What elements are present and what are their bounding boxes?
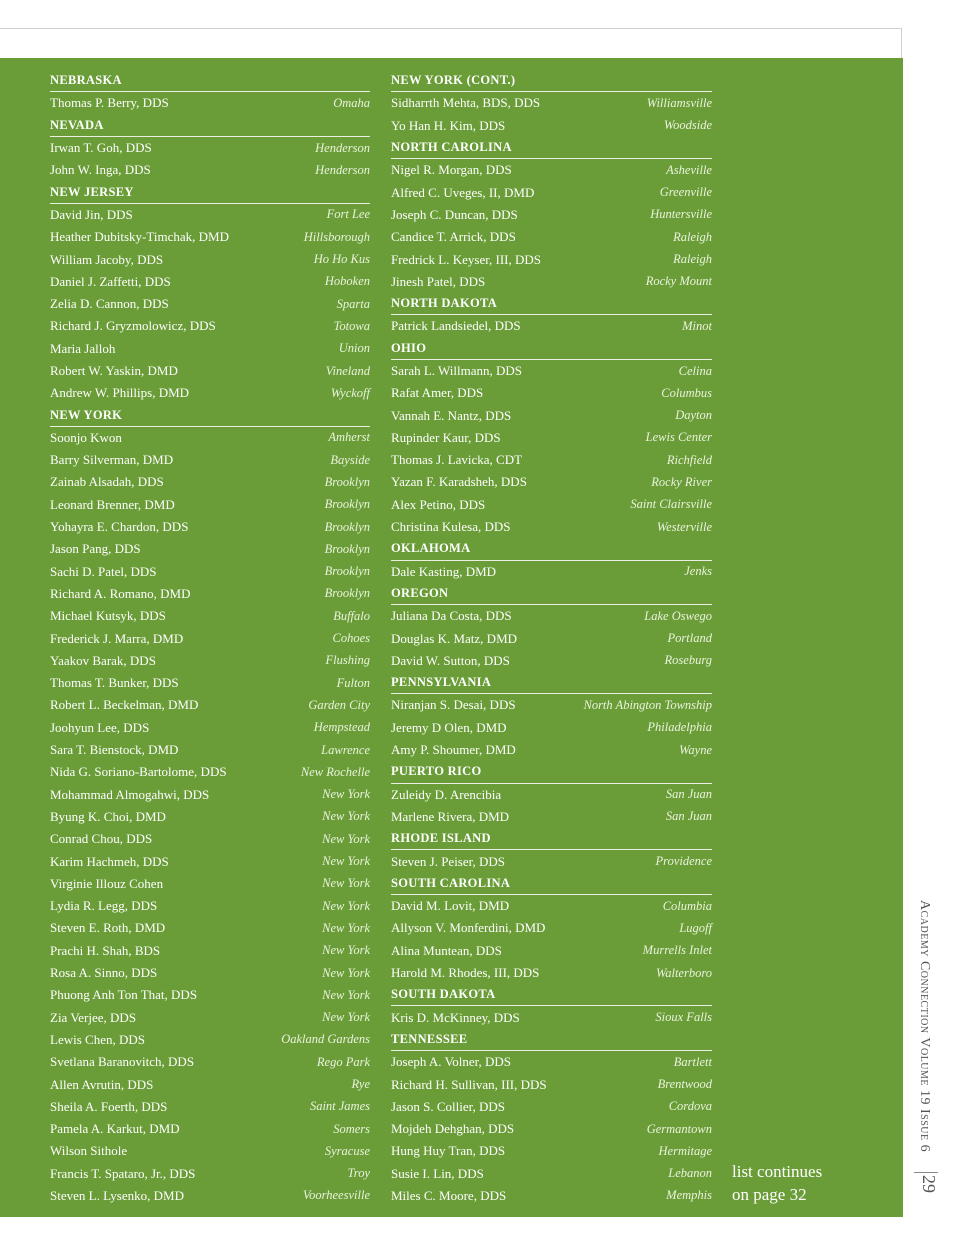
member-name: Conrad Chou, DDS bbox=[50, 831, 153, 847]
member-name: William Jacoby, DDS bbox=[50, 251, 164, 267]
member-city: Flushing bbox=[325, 653, 370, 668]
member-city: Henderson bbox=[315, 162, 370, 177]
member-row bbox=[50, 717, 370, 739]
member-row bbox=[50, 873, 370, 895]
member-row bbox=[391, 471, 712, 493]
top-rule bbox=[0, 28, 902, 29]
member-city: Lugoff bbox=[679, 920, 712, 935]
member-name: Joohyun Lee, DDS bbox=[50, 719, 150, 735]
member-name: Irwan T. Goh, DDS bbox=[50, 140, 152, 156]
member-name: Rafat Amer, DDS bbox=[391, 385, 484, 401]
member-name: Richard J. Gryzmolowicz, DDS bbox=[50, 318, 216, 334]
member-city: Oakland Gardens bbox=[281, 1032, 370, 1047]
member-city: Brooklyn bbox=[324, 497, 370, 512]
member-row bbox=[50, 204, 370, 226]
page-number: 29 bbox=[919, 1175, 939, 1193]
member-city: Buffalo bbox=[333, 608, 370, 623]
member-city: Lawrence bbox=[321, 742, 370, 757]
member-city: Woodside bbox=[663, 118, 712, 133]
member-city: Brooklyn bbox=[324, 541, 370, 556]
member-city: New York bbox=[322, 809, 370, 824]
member-row bbox=[50, 360, 370, 382]
member-row bbox=[391, 494, 712, 516]
page-number-divider bbox=[914, 1172, 938, 1173]
member-name: Marlene Rivera, DMD bbox=[391, 808, 510, 824]
member-name: Thomas J. Lavicka, CDT bbox=[391, 452, 523, 468]
member-row bbox=[391, 382, 712, 404]
member-city: Totowa bbox=[333, 318, 370, 333]
member-row bbox=[391, 850, 712, 872]
member-city: Rye bbox=[351, 1077, 370, 1091]
state-heading: OREGON bbox=[391, 583, 712, 605]
member-row bbox=[391, 962, 712, 984]
member-row bbox=[391, 115, 712, 137]
member-city: Richfield bbox=[666, 452, 712, 467]
member-city: Dayton bbox=[675, 408, 712, 423]
member-row bbox=[391, 1073, 712, 1095]
member-row bbox=[50, 271, 370, 293]
member-name: Allyson V. Monferdini, DMD bbox=[391, 920, 546, 936]
member-name: David Jin, DDS bbox=[50, 206, 133, 222]
member-name: Harold M. Rhodes, III, DDS bbox=[391, 965, 540, 981]
state-heading: SOUTH CAROLINA bbox=[391, 873, 712, 895]
state-heading: NEW YORK (CONT.) bbox=[391, 70, 712, 92]
member-name: Alfred C. Uveges, II, DMD bbox=[391, 184, 535, 200]
member-row bbox=[391, 516, 712, 538]
member-row bbox=[50, 650, 370, 672]
member-city: Philadelphia bbox=[647, 720, 712, 735]
state-heading: NORTH DAKOTA bbox=[391, 293, 712, 315]
member-row bbox=[391, 1051, 712, 1073]
member-city: Troy bbox=[347, 1166, 370, 1181]
member-city: Greenville bbox=[659, 185, 712, 200]
state-heading: PUERTO RICO bbox=[391, 761, 712, 783]
member-row bbox=[391, 248, 712, 270]
member-name: Frederick J. Marra, DMD bbox=[50, 630, 184, 646]
member-row bbox=[50, 1073, 370, 1095]
member-name: Fredrick L. Keyser, III, DDS bbox=[391, 251, 542, 267]
member-city: New York bbox=[322, 920, 370, 935]
member-name: Pamela A. Karkut, DMD bbox=[50, 1121, 180, 1137]
state-heading: NORTH CAROLINA bbox=[391, 137, 712, 159]
member-city: Hempstead bbox=[313, 720, 370, 735]
member-name: Alina Muntean, DDS bbox=[391, 942, 502, 958]
member-row bbox=[50, 1140, 370, 1162]
member-name: Svetlana Baranovitch, DDS bbox=[50, 1054, 195, 1070]
member-row bbox=[50, 315, 370, 337]
member-city: Bayside bbox=[330, 452, 370, 467]
member-row bbox=[50, 828, 370, 850]
member-city: Garden City bbox=[308, 697, 370, 712]
member-city: Brooklyn bbox=[324, 519, 370, 534]
member-name: Rosa A. Sinno, DDS bbox=[50, 965, 158, 981]
member-name: Lewis Chen, DDS bbox=[50, 1031, 145, 1047]
member-city: Amherst bbox=[328, 430, 370, 445]
member-row bbox=[50, 427, 370, 449]
member-city: Bartlett bbox=[673, 1054, 712, 1069]
member-city: Memphis bbox=[666, 1188, 712, 1203]
member-name: Robert L. Beckelman, DMD bbox=[50, 697, 199, 713]
member-name: Yaakov Barak, DDS bbox=[50, 652, 156, 668]
member-name: Francis T. Spataro, Jr., DDS bbox=[50, 1165, 196, 1181]
member-name: David M. Lovit, DMD bbox=[391, 898, 510, 914]
member-row bbox=[50, 382, 370, 404]
member-row bbox=[391, 940, 712, 962]
member-city: Germantown bbox=[646, 1121, 712, 1136]
member-name: Jason S. Collier, DDS bbox=[391, 1098, 505, 1114]
member-city: New York bbox=[322, 787, 370, 802]
member-row bbox=[50, 159, 370, 181]
member-name: Niranjan S. Desai, DDS bbox=[391, 697, 516, 713]
member-city: Rego Park bbox=[316, 1054, 370, 1069]
member-row bbox=[50, 226, 370, 248]
member-city: Somers bbox=[333, 1121, 370, 1136]
member-city: New York bbox=[322, 1010, 370, 1025]
member-row bbox=[50, 1163, 370, 1185]
member-row bbox=[50, 338, 370, 360]
member-name: Prachi H. Shah, BDS bbox=[50, 942, 161, 958]
member-city: New York bbox=[322, 965, 370, 980]
continues-line-1: list continues bbox=[732, 1162, 823, 1181]
member-city: Ho Ho Kus bbox=[313, 252, 370, 267]
member-name: Zelia D. Cannon, DDS bbox=[50, 296, 169, 312]
member-city: Lebanon bbox=[668, 1166, 712, 1181]
member-name: Juliana Da Costa, DDS bbox=[391, 608, 512, 624]
member-name: Steven L. Lysenko, DMD bbox=[50, 1187, 184, 1203]
member-row bbox=[391, 1118, 712, 1140]
member-city: Lewis Center bbox=[645, 430, 712, 445]
continues-line-2: on page 32 bbox=[732, 1185, 807, 1204]
member-row bbox=[50, 627, 370, 649]
member-city: Providence bbox=[655, 854, 712, 869]
member-row bbox=[391, 159, 712, 181]
member-row bbox=[391, 1140, 712, 1162]
member-name: Yazan F. Karadsheh, DDS bbox=[391, 474, 527, 490]
member-row bbox=[391, 1163, 712, 1185]
member-row bbox=[50, 806, 370, 828]
member-city: Celina bbox=[678, 363, 712, 378]
member-name: Andrew W. Phillips, DMD bbox=[50, 385, 190, 401]
member-name: Vannah E. Nantz, DDS bbox=[391, 407, 512, 423]
member-row bbox=[391, 561, 712, 583]
member-row bbox=[391, 806, 712, 828]
member-row bbox=[391, 449, 712, 471]
member-name: Michael Kutsyk, DDS bbox=[50, 608, 166, 624]
member-name: Amy P. Shoumer, DMD bbox=[391, 742, 516, 758]
member-city: Hoboken bbox=[324, 274, 370, 289]
member-name: Yohayra E. Chardon, DDS bbox=[50, 519, 189, 535]
member-city: Raleigh bbox=[673, 229, 712, 244]
member-name: Maria Jalloh bbox=[50, 340, 116, 356]
member-row bbox=[391, 895, 712, 917]
member-row bbox=[391, 427, 712, 449]
state-heading: SOUTH DAKOTA bbox=[391, 984, 712, 1006]
member-city: New York bbox=[322, 831, 370, 846]
member-name: Leonard Brenner, DMD bbox=[50, 496, 175, 512]
member-name: Jinesh Patel, DDS bbox=[391, 273, 486, 289]
member-city: Hermitage bbox=[658, 1143, 712, 1158]
member-name: Virginie Illouz Cohen bbox=[50, 875, 164, 891]
member-name: Heather Dubitsky-Timchak, DMD bbox=[50, 229, 229, 245]
member-city: Henderson bbox=[315, 140, 370, 155]
member-name: Nida G. Soriano-Bartolome, DDS bbox=[50, 764, 227, 780]
member-city: Jenks bbox=[684, 564, 712, 579]
member-row bbox=[50, 561, 370, 583]
member-city: New York bbox=[322, 876, 370, 891]
state-heading: NEBRASKA bbox=[50, 70, 370, 92]
member-row bbox=[391, 1006, 712, 1028]
member-row bbox=[391, 605, 712, 627]
member-city: Fort Lee bbox=[326, 207, 370, 222]
member-row bbox=[50, 940, 370, 962]
member-row bbox=[50, 895, 370, 917]
member-city: Vineland bbox=[325, 363, 370, 378]
member-name: Nigel R. Morgan, DDS bbox=[391, 162, 512, 178]
member-city: Portland bbox=[667, 631, 712, 646]
member-row bbox=[50, 92, 370, 114]
member-city: North Abington Township bbox=[583, 697, 712, 712]
left-column bbox=[50, 70, 370, 1207]
member-name: Barry Silverman, DMD bbox=[50, 452, 174, 468]
member-row bbox=[50, 739, 370, 761]
member-row bbox=[50, 449, 370, 471]
member-row bbox=[391, 360, 712, 382]
member-name: Lydia R. Legg, DDS bbox=[50, 898, 158, 914]
member-row bbox=[391, 181, 712, 203]
member-row bbox=[50, 962, 370, 984]
member-row bbox=[50, 1096, 370, 1118]
member-name: Zia Verjee, DDS bbox=[50, 1009, 137, 1025]
member-row bbox=[391, 1096, 712, 1118]
member-row bbox=[50, 494, 370, 516]
member-name: Phuong Anh Ton That, DDS bbox=[50, 987, 198, 1003]
member-name: Dale Kasting, DMD bbox=[391, 563, 497, 579]
member-city: Roseburg bbox=[664, 653, 712, 668]
list-continues-note bbox=[732, 1160, 822, 1206]
member-city: Westerville bbox=[656, 519, 712, 534]
member-row bbox=[50, 516, 370, 538]
member-city: San Juan bbox=[665, 809, 712, 824]
member-name: Daniel J. Zaffetti, DDS bbox=[50, 273, 171, 289]
member-row bbox=[391, 917, 712, 939]
member-row bbox=[50, 672, 370, 694]
member-row bbox=[50, 605, 370, 627]
member-row bbox=[50, 784, 370, 806]
member-name: David W. Sutton, DDS bbox=[391, 652, 510, 668]
state-heading: OHIO bbox=[391, 338, 712, 360]
member-city: New Rochelle bbox=[300, 764, 370, 779]
member-city: Huntersville bbox=[650, 207, 712, 222]
member-row bbox=[391, 315, 712, 337]
member-row bbox=[391, 204, 712, 226]
member-name: Alex Petino, DDS bbox=[391, 496, 486, 512]
member-name: Thomas P. Berry, DDS bbox=[50, 95, 169, 111]
member-city: Brooklyn bbox=[324, 564, 370, 579]
member-name: Wilson Sithole bbox=[50, 1143, 128, 1159]
member-name: Yo Han H. Kim, DDS bbox=[391, 117, 506, 133]
member-city: New York bbox=[322, 854, 370, 869]
member-row bbox=[50, 694, 370, 716]
state-heading: NEVADA bbox=[50, 115, 370, 137]
member-name: Sara T. Bienstock, DMD bbox=[50, 742, 179, 758]
member-name: Richard H. Sullivan, III, DDS bbox=[391, 1076, 547, 1092]
state-heading: TENNESSEE bbox=[391, 1029, 712, 1051]
state-heading: RHODE ISLAND bbox=[391, 828, 712, 850]
member-name: Patrick Landsiedel, DDS bbox=[391, 318, 521, 334]
member-city: Asheville bbox=[666, 162, 712, 177]
member-city: Sioux Falls bbox=[655, 1010, 712, 1025]
member-row bbox=[50, 137, 370, 159]
state-heading: NEW JERSEY bbox=[50, 181, 370, 203]
member-city: Sparta bbox=[336, 296, 370, 311]
member-row bbox=[391, 1185, 712, 1207]
member-city: Omaha bbox=[333, 95, 370, 110]
member-name: Kris D. McKinney, DDS bbox=[391, 1009, 520, 1025]
member-row bbox=[391, 92, 712, 114]
member-city: Williamsville bbox=[646, 95, 712, 110]
member-city: Walterboro bbox=[655, 965, 712, 980]
member-name: Rupinder Kaur, DDS bbox=[391, 429, 501, 445]
member-city: New York bbox=[322, 898, 370, 913]
member-row bbox=[50, 1051, 370, 1073]
state-heading: PENNSYLVANIA bbox=[391, 672, 712, 694]
member-name: John W. Inga, DDS bbox=[50, 162, 151, 178]
member-row bbox=[50, 538, 370, 560]
member-name: Byung K. Choi, DMD bbox=[50, 808, 166, 824]
member-row bbox=[50, 293, 370, 315]
member-name: Richard A. Romano, DMD bbox=[50, 585, 191, 601]
member-name: Sidharrth Mehta, BDS, DDS bbox=[391, 95, 541, 111]
member-name: Robert W. Yaskin, DMD bbox=[50, 363, 178, 378]
member-city: Brooklyn bbox=[324, 474, 370, 489]
member-row bbox=[391, 739, 712, 761]
member-row bbox=[391, 650, 712, 672]
member-row bbox=[50, 850, 370, 872]
member-row bbox=[50, 761, 370, 783]
member-city: Brentwood bbox=[657, 1077, 712, 1091]
member-city: Brooklyn bbox=[324, 586, 370, 601]
member-name: Thomas T. Bunker, DDS bbox=[50, 675, 179, 691]
member-row bbox=[50, 917, 370, 939]
member-city: Minot bbox=[682, 318, 712, 333]
member-row bbox=[391, 627, 712, 649]
member-city: Cordova bbox=[668, 1099, 712, 1114]
member-name: Mohammad Almogahwi, DDS bbox=[50, 786, 210, 802]
member-name: Sheila A. Foerth, DDS bbox=[50, 1098, 168, 1114]
member-name: Hung Huy Tran, DDS bbox=[391, 1143, 506, 1159]
member-row bbox=[50, 248, 370, 270]
member-name: Jason Pang, DDS bbox=[50, 541, 141, 557]
member-city: Voorheesville bbox=[302, 1188, 370, 1203]
member-name: Jeremy D Olen, DMD bbox=[391, 719, 507, 735]
member-city: San Juan bbox=[665, 787, 712, 802]
member-row bbox=[391, 226, 712, 248]
member-city: Lake Oswego bbox=[644, 608, 712, 623]
member-name: Douglas K. Matz, DMD bbox=[391, 630, 518, 646]
member-name: Mojdeh Dehghan, DDS bbox=[391, 1121, 515, 1137]
member-name: Soonjo Kwon bbox=[50, 429, 122, 445]
member-row bbox=[50, 1029, 370, 1051]
member-name: Miles C. Moore, DDS bbox=[391, 1187, 507, 1203]
member-city: Saint Clairsville bbox=[630, 497, 712, 512]
member-city: Columbia bbox=[662, 898, 712, 913]
member-name: Sachi D. Patel, DDS bbox=[50, 563, 157, 579]
member-city: Wyckoff bbox=[330, 385, 370, 400]
member-row bbox=[50, 984, 370, 1006]
member-name: Allen Avrutin, DDS bbox=[50, 1076, 154, 1092]
member-name: Sarah L. Willmann, DDS bbox=[391, 363, 523, 378]
member-row bbox=[50, 1118, 370, 1140]
member-city: Saint James bbox=[309, 1099, 370, 1114]
member-city: Rocky Mount bbox=[645, 274, 712, 289]
member-row bbox=[391, 784, 712, 806]
member-city: New York bbox=[322, 943, 370, 958]
member-city: Hillsborough bbox=[303, 229, 370, 244]
member-city: Syracuse bbox=[324, 1143, 370, 1158]
member-name: Susie I. Lin, DDS bbox=[391, 1165, 484, 1181]
member-city: Cohoes bbox=[332, 631, 370, 646]
member-name: Steven J. Peiser, DDS bbox=[391, 853, 505, 869]
member-row bbox=[50, 1185, 370, 1207]
member-row bbox=[391, 694, 712, 716]
member-city: Wayne bbox=[679, 742, 712, 757]
member-city: Union bbox=[338, 341, 370, 356]
right-column bbox=[391, 70, 712, 1207]
member-name: Steven E. Roth, DMD bbox=[50, 920, 166, 936]
state-heading: OKLAHOMA bbox=[391, 538, 712, 560]
member-city: Raleigh bbox=[673, 252, 712, 267]
member-row bbox=[391, 717, 712, 739]
member-city: Columbus bbox=[661, 385, 712, 400]
top-corner-rule bbox=[901, 28, 902, 58]
member-name: Zainab Alsadah, DDS bbox=[50, 474, 164, 490]
member-name: Joseph C. Duncan, DDS bbox=[391, 206, 518, 222]
member-row bbox=[391, 271, 712, 293]
member-row bbox=[50, 1006, 370, 1028]
member-row bbox=[50, 471, 370, 493]
member-row bbox=[391, 404, 712, 426]
member-name: Zuleidy D. Arencibia bbox=[391, 786, 502, 802]
member-row bbox=[50, 583, 370, 605]
member-name: Karim Hachmeh, DDS bbox=[50, 853, 169, 869]
member-city: New York bbox=[322, 987, 370, 1002]
member-city: Fulton bbox=[336, 675, 370, 690]
member-city: Rocky River bbox=[651, 474, 712, 489]
state-heading: NEW YORK bbox=[50, 404, 370, 426]
member-name: Joseph A. Volner, DDS bbox=[391, 1054, 511, 1070]
member-city: Murrells Inlet bbox=[642, 943, 712, 958]
member-name: Christina Kulesa, DDS bbox=[391, 519, 511, 535]
member-name: Candice T. Arrick, DDS bbox=[391, 229, 516, 245]
publication-title: Academy Connection Volume 19 Issue 6 bbox=[917, 900, 932, 1153]
